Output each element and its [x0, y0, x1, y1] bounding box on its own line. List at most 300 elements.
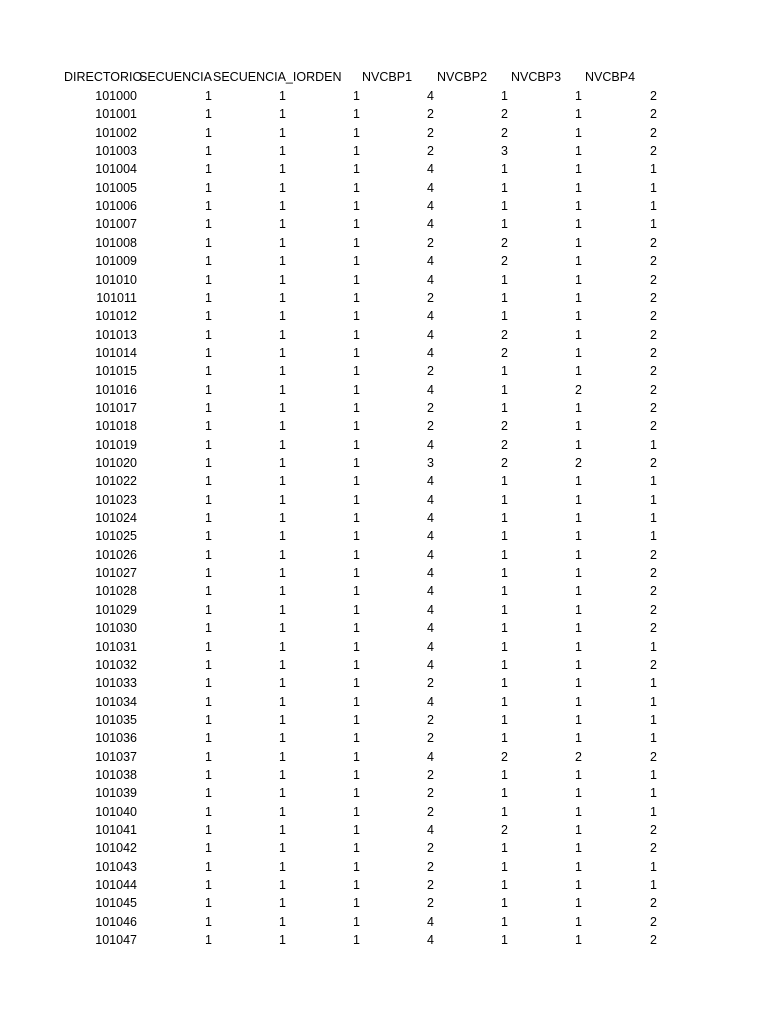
table-cell: 2 [501, 419, 508, 434]
table-cell: 1 [575, 676, 582, 691]
table-cell: 2 [427, 804, 434, 819]
table-cell: 2 [650, 456, 657, 470]
table-cell: 4 [427, 602, 434, 617]
table-row [0, 399, 768, 417]
table-cell: 1 [501, 566, 508, 581]
table-row [0, 803, 768, 821]
table-cell: 1 [279, 309, 286, 324]
table-cell: 1 [205, 511, 212, 526]
table-cell: 2 [650, 621, 657, 636]
table-cell: 1 [575, 896, 582, 911]
table-cell: 4 [427, 327, 434, 342]
table-cell: 1 [575, 621, 582, 636]
table-cell: 1 [501, 180, 508, 195]
table-cell: 4 [427, 657, 434, 672]
table-cell: 4 [427, 437, 434, 452]
table-cell: 4 [427, 933, 434, 948]
table-cell: 101032 [95, 657, 137, 672]
table-cell: 1 [205, 621, 212, 636]
table-cell: 101047 [95, 933, 137, 948]
table-cell: 4 [427, 547, 434, 562]
table-cell: 2 [427, 290, 434, 305]
table-row [0, 582, 768, 600]
table-cell: 101034 [95, 694, 137, 709]
table-cell: 1 [575, 878, 582, 893]
table-cell: 1 [575, 309, 582, 324]
table-cell: 1 [279, 254, 286, 269]
table-cell: 1 [205, 749, 212, 764]
table-cell: 1 [279, 584, 286, 599]
table-cell: 1 [205, 125, 212, 140]
table-cell: 1 [353, 767, 360, 782]
table-cell: 1 [650, 474, 657, 489]
table-cell: 1 [279, 841, 286, 856]
table-row [0, 638, 768, 656]
table-cell: 1 [575, 180, 582, 195]
table-cell: 4 [427, 180, 434, 195]
table-cell: 2 [650, 547, 657, 562]
table-cell: 1 [575, 235, 582, 250]
table-cell: 1 [353, 841, 360, 856]
table-cell: 101043 [95, 859, 137, 874]
table-cell: 1 [353, 364, 360, 379]
table-cell: 1 [279, 712, 286, 727]
table-cell: 1 [205, 456, 212, 470]
table-cell: 101041 [95, 823, 137, 837]
table-cell: 101002 [95, 125, 137, 140]
table-cell: 1 [501, 529, 508, 544]
table-cell: 1 [205, 767, 212, 782]
table-cell: 1 [279, 492, 286, 507]
table-cell: 1 [279, 327, 286, 342]
header-cell-secuencia-iorden: SECUENCIA_IORDEN [213, 70, 342, 84]
table-cell: 1 [205, 841, 212, 856]
table-cell: 1 [353, 823, 360, 837]
table-cell: 2 [501, 823, 508, 837]
header-cell-nvcbp1: NVCBP1 [362, 70, 413, 84]
table-cell: 101019 [95, 437, 137, 452]
table-cell: 2 [650, 914, 657, 929]
table-cell: 101024 [95, 511, 137, 526]
table-cell: 1 [575, 694, 582, 709]
table-cell: 1 [353, 712, 360, 727]
table-row [0, 307, 768, 325]
table-cell: 1 [279, 566, 286, 581]
table-cell: 1 [501, 511, 508, 526]
table-cell: 1 [279, 767, 286, 782]
table-cell: 1 [353, 89, 360, 103]
table-cell: 1 [353, 345, 360, 360]
table-cell: 1 [205, 437, 212, 452]
table-cell: 4 [427, 529, 434, 544]
table-cell: 1 [205, 364, 212, 379]
table-cell: 2 [575, 456, 582, 470]
table-cell: 1 [353, 694, 360, 709]
table-cell: 1 [501, 162, 508, 177]
table-cell: 1 [353, 529, 360, 544]
table-cell: 2 [650, 89, 657, 103]
table-cell: 2 [650, 107, 657, 122]
table-cell: 1 [279, 400, 286, 415]
table-cell: 1 [279, 786, 286, 801]
table-cell: 1 [353, 914, 360, 929]
table-cell: 1 [353, 419, 360, 434]
table-cell: 1 [353, 180, 360, 195]
table-cell: 1 [650, 529, 657, 544]
table-cell: 1 [205, 566, 212, 581]
table-cell: 4 [427, 694, 434, 709]
table-cell: 1 [575, 144, 582, 159]
table-cell: 1 [353, 566, 360, 581]
table-cell: 101020 [95, 456, 137, 470]
table-cell: 1 [279, 602, 286, 617]
table-row [0, 894, 768, 912]
table-cell: 1 [353, 235, 360, 250]
table-cell: 1 [353, 749, 360, 764]
table-cell: 1 [205, 676, 212, 691]
table-cell: 1 [650, 639, 657, 654]
table-cell: 1 [575, 345, 582, 360]
table-cell: 1 [353, 878, 360, 893]
table-cell: 1 [575, 254, 582, 269]
table-cell: 1 [279, 547, 286, 562]
table-cell: 1 [279, 125, 286, 140]
table-cell: 1 [650, 676, 657, 691]
table-cell: 1 [501, 786, 508, 801]
table-cell: 1 [575, 474, 582, 489]
table-cell: 4 [427, 272, 434, 287]
table-cell: 1 [279, 914, 286, 929]
table-cell: 101039 [95, 786, 137, 801]
table-row [0, 913, 768, 931]
table-row [0, 729, 768, 747]
table-row [0, 674, 768, 692]
table-cell: 2 [501, 235, 508, 250]
table-cell: 1 [353, 933, 360, 948]
table-cell: 1 [279, 657, 286, 672]
table-cell: 1 [353, 657, 360, 672]
table-cell: 1 [575, 327, 582, 342]
table-cell: 1 [575, 639, 582, 654]
table-cell: 2 [427, 235, 434, 250]
table-cell: 4 [427, 639, 434, 654]
table-cell: 1 [353, 272, 360, 287]
table-cell: 2 [427, 400, 434, 415]
header-cell-nvcbp3: NVCBP3 [511, 70, 562, 84]
table-cell: 1 [279, 878, 286, 893]
table-cell: 101044 [95, 878, 137, 893]
table-cell: 1 [353, 382, 360, 397]
table-cell: 101000 [95, 89, 137, 103]
table-cell: 101013 [95, 327, 137, 342]
header-cell-nvcbp4: NVCBP4 [585, 70, 636, 84]
table-cell: 1 [650, 199, 657, 214]
table-cell: 101023 [95, 492, 137, 507]
table-cell: 101031 [95, 639, 137, 654]
table-cell: 1 [575, 804, 582, 819]
table-cell: 1 [501, 731, 508, 746]
table-cell: 1 [353, 859, 360, 874]
table-cell: 101038 [95, 767, 137, 782]
header-cell-directorio: DIRECTORIO [64, 70, 143, 84]
table-row [0, 289, 768, 307]
table-cell: 1 [575, 602, 582, 617]
table-cell: 1 [575, 400, 582, 415]
table-cell: 1 [575, 199, 582, 214]
table-cell: 1 [279, 199, 286, 214]
table-cell: 1 [353, 125, 360, 140]
table-cell: 2 [650, 144, 657, 159]
table-row [0, 619, 768, 637]
table-cell: 1 [650, 511, 657, 526]
table-cell: 1 [353, 309, 360, 324]
table-cell: 2 [650, 823, 657, 837]
table-cell: 1 [575, 547, 582, 562]
header-cell-nvcbp2: NVCBP2 [437, 70, 488, 84]
table-cell: 101015 [95, 364, 137, 379]
table-cell: 1 [650, 786, 657, 801]
table-cell: 1 [279, 437, 286, 452]
table-cell: 1 [279, 474, 286, 489]
table-cell: 1 [205, 272, 212, 287]
table-cell: 1 [205, 107, 212, 122]
table-cell: 2 [427, 419, 434, 434]
table-cell: 1 [279, 694, 286, 709]
table-cell: 1 [205, 217, 212, 232]
table-cell: 1 [353, 290, 360, 305]
table-cell: 1 [205, 878, 212, 893]
table-cell: 2 [650, 657, 657, 672]
table-cell: 2 [427, 676, 434, 691]
table-cell: 1 [501, 878, 508, 893]
table-row [0, 344, 768, 362]
table-cell: 1 [501, 492, 508, 507]
table-row [0, 711, 768, 729]
table-cell: 1 [279, 933, 286, 948]
table-cell: 2 [427, 878, 434, 893]
table-cell: 1 [501, 474, 508, 489]
table-cell: 4 [427, 382, 434, 397]
table-cell: 1 [279, 382, 286, 397]
table-cell: 1 [353, 162, 360, 177]
table-cell: 1 [501, 272, 508, 287]
table-row [0, 362, 768, 380]
table-cell: 1 [353, 144, 360, 159]
table-cell: 1 [205, 786, 212, 801]
table-row [0, 326, 768, 344]
table-cell: 4 [427, 511, 434, 526]
table-cell: 1 [205, 914, 212, 929]
table-cell: 2 [427, 364, 434, 379]
table-cell: 4 [427, 309, 434, 324]
table-cell: 1 [501, 547, 508, 562]
table-cell: 1 [501, 933, 508, 948]
table-cell: 1 [650, 437, 657, 452]
table-cell: 1 [205, 180, 212, 195]
table-row [0, 142, 768, 160]
table-cell: 1 [205, 731, 212, 746]
table-cell: 1 [353, 217, 360, 232]
table-cell: 2 [501, 749, 508, 764]
table-cell: 1 [205, 584, 212, 599]
table-cell: 1 [575, 529, 582, 544]
table-cell: 4 [427, 621, 434, 636]
table-cell: 101017 [95, 400, 137, 415]
table-row [0, 821, 768, 839]
table-cell: 1 [279, 456, 286, 470]
table-cell: 1 [279, 290, 286, 305]
table-cell: 4 [427, 749, 434, 764]
table-cell: 4 [427, 474, 434, 489]
table-cell: 2 [650, 749, 657, 764]
table-cell: 2 [650, 841, 657, 856]
table-cell: 1 [279, 364, 286, 379]
table-cell: 2 [427, 712, 434, 727]
table-cell: 1 [205, 639, 212, 654]
table-cell: 2 [650, 933, 657, 948]
table-cell: 1 [501, 309, 508, 324]
table-cell: 1 [353, 492, 360, 507]
table-cell: 1 [205, 602, 212, 617]
table-cell: 2 [650, 290, 657, 305]
table-cell: 4 [427, 345, 434, 360]
table-cell: 1 [501, 382, 508, 397]
table-cell: 1 [205, 474, 212, 489]
table-row [0, 417, 768, 435]
table-cell: 1 [353, 199, 360, 214]
table-row [0, 197, 768, 215]
table-row [0, 931, 768, 949]
table-cell: 1 [501, 712, 508, 727]
table-cell: 1 [279, 804, 286, 819]
table-row [0, 454, 768, 472]
table-cell: 1 [205, 400, 212, 415]
table-cell: 101026 [95, 547, 137, 562]
table-cell: 1 [279, 107, 286, 122]
table-cell: 1 [205, 254, 212, 269]
table-cell: 1 [501, 859, 508, 874]
table-cell: 1 [353, 896, 360, 911]
table-cell: 1 [501, 676, 508, 691]
table-cell: 1 [279, 896, 286, 911]
table-cell: 1 [353, 621, 360, 636]
table-cell: 101016 [95, 382, 137, 397]
table-cell: 101018 [95, 419, 137, 434]
table-cell: 1 [575, 290, 582, 305]
table-cell: 3 [427, 456, 434, 470]
table-row [0, 234, 768, 252]
table-row [0, 271, 768, 289]
table-cell: 2 [427, 107, 434, 122]
table-cell: 1 [279, 731, 286, 746]
table-cell: 1 [650, 162, 657, 177]
table-row [0, 509, 768, 527]
table-cell: 1 [501, 841, 508, 856]
table-cell: 1 [279, 859, 286, 874]
table-cell: 1 [279, 639, 286, 654]
table-row [0, 527, 768, 545]
table-cell: 1 [205, 382, 212, 397]
table-cell: 1 [575, 419, 582, 434]
table-cell: 2 [650, 309, 657, 324]
table-cell: 1 [501, 694, 508, 709]
table-cell: 1 [279, 180, 286, 195]
table-row [0, 472, 768, 490]
table-cell: 2 [650, 327, 657, 342]
table-cell: 2 [575, 382, 582, 397]
table-cell: 1 [279, 217, 286, 232]
table-cell: 101005 [95, 180, 137, 195]
table-cell: 1 [575, 125, 582, 140]
table-row [0, 381, 768, 399]
table-row [0, 693, 768, 711]
table-row [0, 656, 768, 674]
table-cell: 1 [353, 676, 360, 691]
table-cell: 1 [501, 89, 508, 103]
table-cell: 1 [205, 199, 212, 214]
table-cell: 1 [279, 235, 286, 250]
table-cell: 1 [575, 217, 582, 232]
table-cell: 1 [575, 162, 582, 177]
table-cell: 1 [501, 290, 508, 305]
table-cell: 1 [279, 823, 286, 837]
table-cell: 101036 [95, 731, 137, 746]
table-row [0, 105, 768, 123]
table-cell: 101025 [95, 529, 137, 544]
table-cell: 1 [353, 107, 360, 122]
table-cell: 1 [353, 400, 360, 415]
table-cell: 1 [205, 309, 212, 324]
table-row [0, 876, 768, 894]
table-cell: 1 [501, 364, 508, 379]
table-row [0, 601, 768, 619]
table-cell: 101008 [95, 235, 137, 250]
table-row [0, 179, 768, 197]
table-cell: 1 [205, 492, 212, 507]
table-row [0, 564, 768, 582]
table-cell: 101029 [95, 602, 137, 617]
table-cell: 1 [575, 657, 582, 672]
table-cell: 101004 [95, 162, 137, 177]
table-cell: 2 [650, 364, 657, 379]
table-cell: 1 [353, 804, 360, 819]
table-cell: 1 [501, 767, 508, 782]
table-cell: 1 [279, 272, 286, 287]
table-cell: 1 [575, 933, 582, 948]
table-cell: 2 [501, 345, 508, 360]
table-cell: 2 [427, 786, 434, 801]
table-cell: 2 [650, 896, 657, 911]
table-cell: 2 [650, 272, 657, 287]
table-cell: 1 [353, 786, 360, 801]
table-cell: 101033 [95, 676, 137, 691]
table-cell: 101009 [95, 254, 137, 269]
table-cell: 1 [279, 529, 286, 544]
table-cell: 101037 [95, 749, 137, 764]
table-cell: 4 [427, 823, 434, 837]
table-cell: 1 [650, 804, 657, 819]
table-cell: 4 [427, 89, 434, 103]
table-row [0, 839, 768, 857]
table-cell: 1 [205, 235, 212, 250]
table-cell: 2 [501, 254, 508, 269]
table-cell: 101030 [95, 621, 137, 636]
table-cell: 2 [427, 731, 434, 746]
table-cell: 1 [501, 804, 508, 819]
table-cell: 4 [427, 254, 434, 269]
table-cell: 2 [427, 144, 434, 159]
table-row [0, 858, 768, 876]
